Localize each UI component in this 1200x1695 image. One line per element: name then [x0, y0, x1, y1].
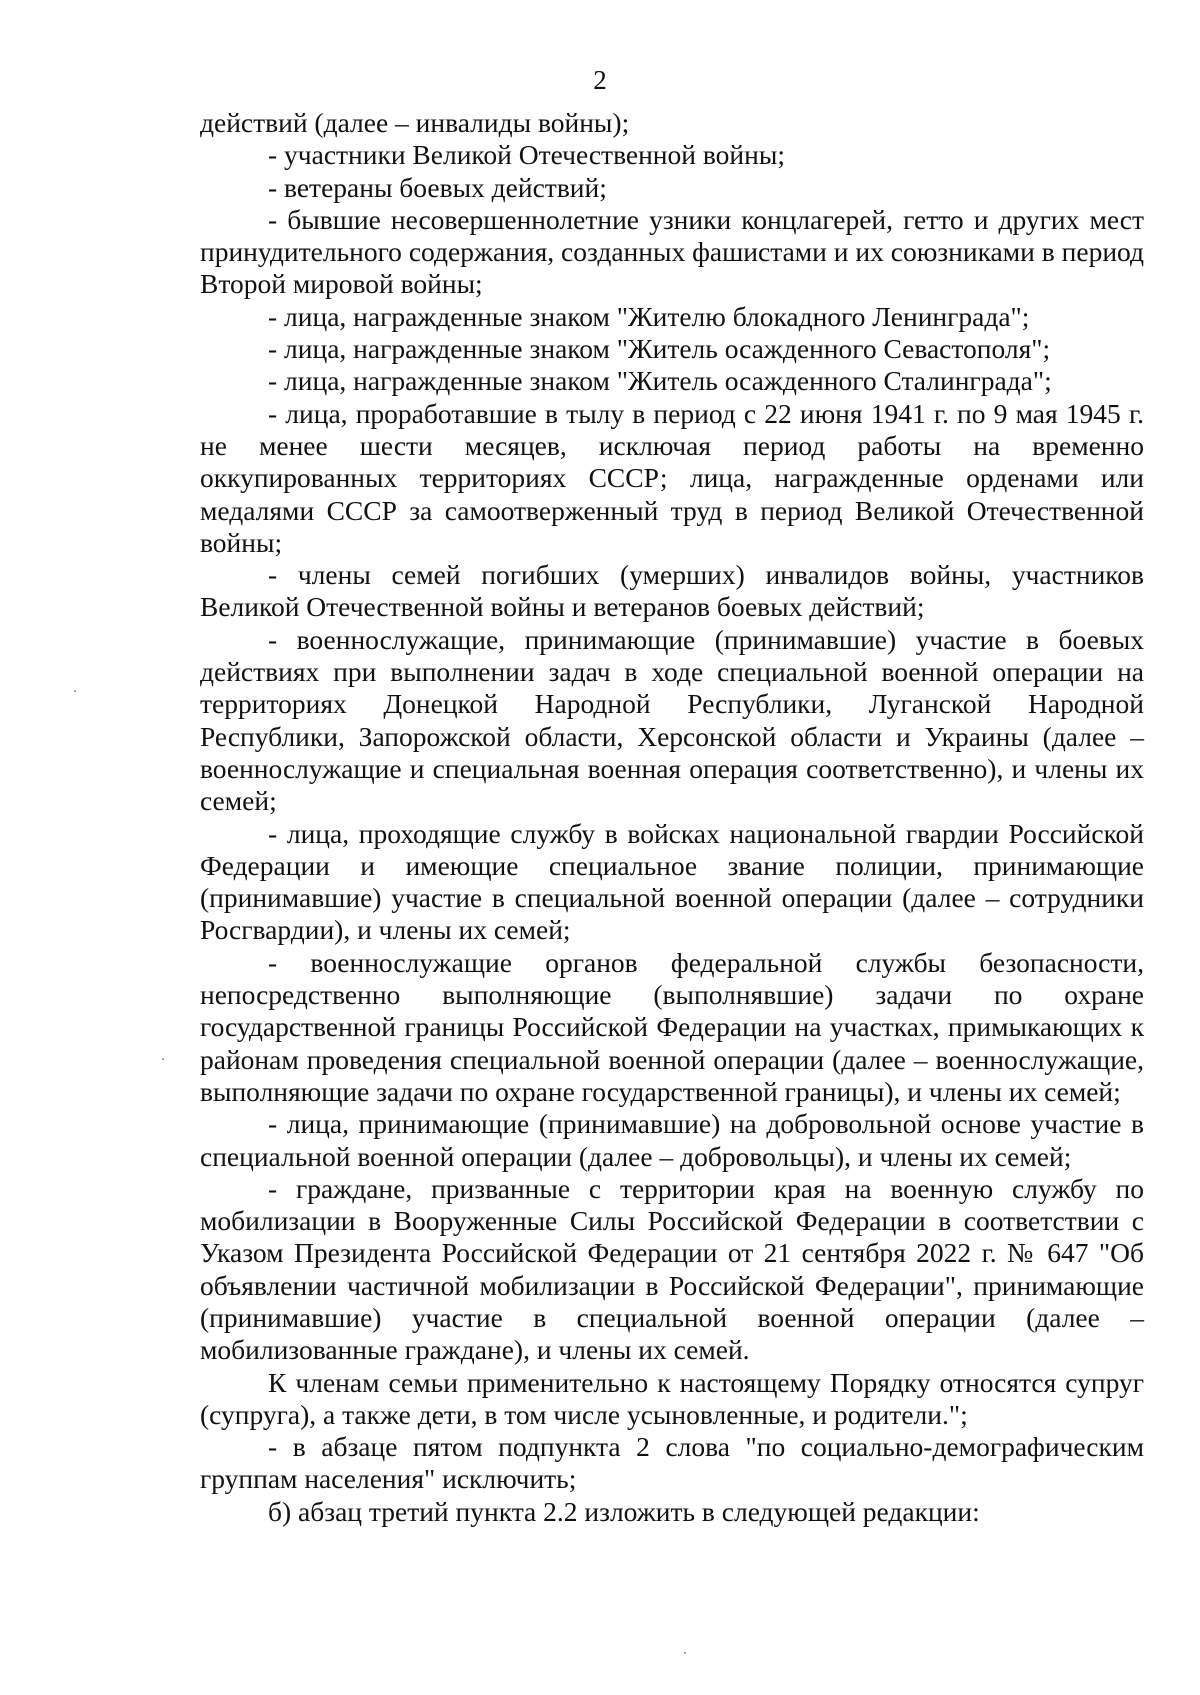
paragraph-list-item: - члены семей погибших (умерших) инвалидов войны, участников Великой Отечественной войны и ветеранов боевых действий;	[200, 559, 1144, 623]
paragraph-list-item: - лица, награжденные знаком "Жителю блокадного Ленинграда";	[268, 300, 1030, 332]
paragraph-list-item: - участники Великой Отечественной войны;	[268, 139, 785, 171]
paragraph-list-item: - лица, принимающие (принимавшие) на добровольной основе участие в специальной военной операции (далее – добровольцы), и члены их семей;	[200, 1108, 1144, 1172]
document-body	[200, 107, 1144, 1528]
paragraph-list-item: - военнослужащие, принимающие (принимавшие) участие в боевых действиях при выполнении задач в ходе специальной военной операции на территориях Донецкой Народной Республики, Луганской Народной Республики, Запорожской области, Херсонской области и Украины (далее – военнослужащие и специальная военная операция соответственно), и члены их семей;	[200, 623, 1144, 817]
paragraph-continuation: действий (далее – инвалиды войны);	[200, 107, 630, 138]
paragraph-amendment: - в абзаце пятом подпункта 2 слова "по социально-демографическим группам населения" исключить;	[200, 1431, 1144, 1495]
paragraph-list-item: - лица, награжденные знаком "Житель осажденного Севастополя";	[268, 333, 1051, 365]
scan-speck	[162, 1058, 164, 1060]
paragraph-list-item: - ветераны боевых действий;	[268, 171, 607, 203]
paragraph-list-item: - лица, награжденные знаком "Житель осажденного Сталинграда";	[268, 365, 1052, 397]
paragraph-amendment: б) абзац третий пункта 2.2 изложить в следующей редакции:	[268, 1495, 980, 1527]
page-number: 2	[593, 65, 607, 95]
paragraph-list-item: - бывшие несовершеннолетние узники концлагерей, гетто и других мест принудительного содержания, созданных фашистами и их союзниками в период Второй мировой войны;	[200, 203, 1144, 300]
paragraph-list-item: - лица, проходящие службу в войсках национальной гвардии Российской Федерации и имеющие специальное звание полиции, принимающие (принимавшие) участие в специальной военной операции (далее – сотрудники Росгвардии), и члены их семей;	[200, 817, 1144, 946]
scan-speck	[684, 1652, 686, 1654]
scan-speck	[74, 690, 76, 692]
paragraph-list-item: - граждане, призванные с территории края на военную службу по мобилизации в Вооруженные Силы Российской Федерации в соответствии с Указом Президента Российской Федерации от 21 сентября 2022 г. № 647 "Об объявлении частичной мобилизации в Российской Федерации", принимающие (принимавшие) участие в специальной военной операции (далее – мобилизованные граждане), и члены их семей.	[200, 1172, 1144, 1366]
paragraph-list-item: - лица, проработавшие в тылу в период с 22 июня 1941 г. по 9 мая 1945 г. не менее шести месяцев, исключая период работы на временно оккупированных территориях СССР; лица, награжденные орденами или медалями СССР за самоотверженный труд в период Великой Отечественной войны;	[200, 397, 1144, 558]
paragraph-family-definition: К членам семьи применительно к настоящему Порядку относятся супруг (супруга), а также дети, в том числе усыновленные, и родители.";	[200, 1366, 1144, 1430]
paragraph-list-item: - военнослужащие органов федеральной службы безопасности, непосредственно выполняющие (выполнявшие) задачи по охране государственной границы Российской Федерации на участках, примыкающих к районам проведения специальной военной операции (далее – военнослужащие, выполняющие задачи по охране государственной границы), и члены их семей;	[200, 946, 1144, 1107]
